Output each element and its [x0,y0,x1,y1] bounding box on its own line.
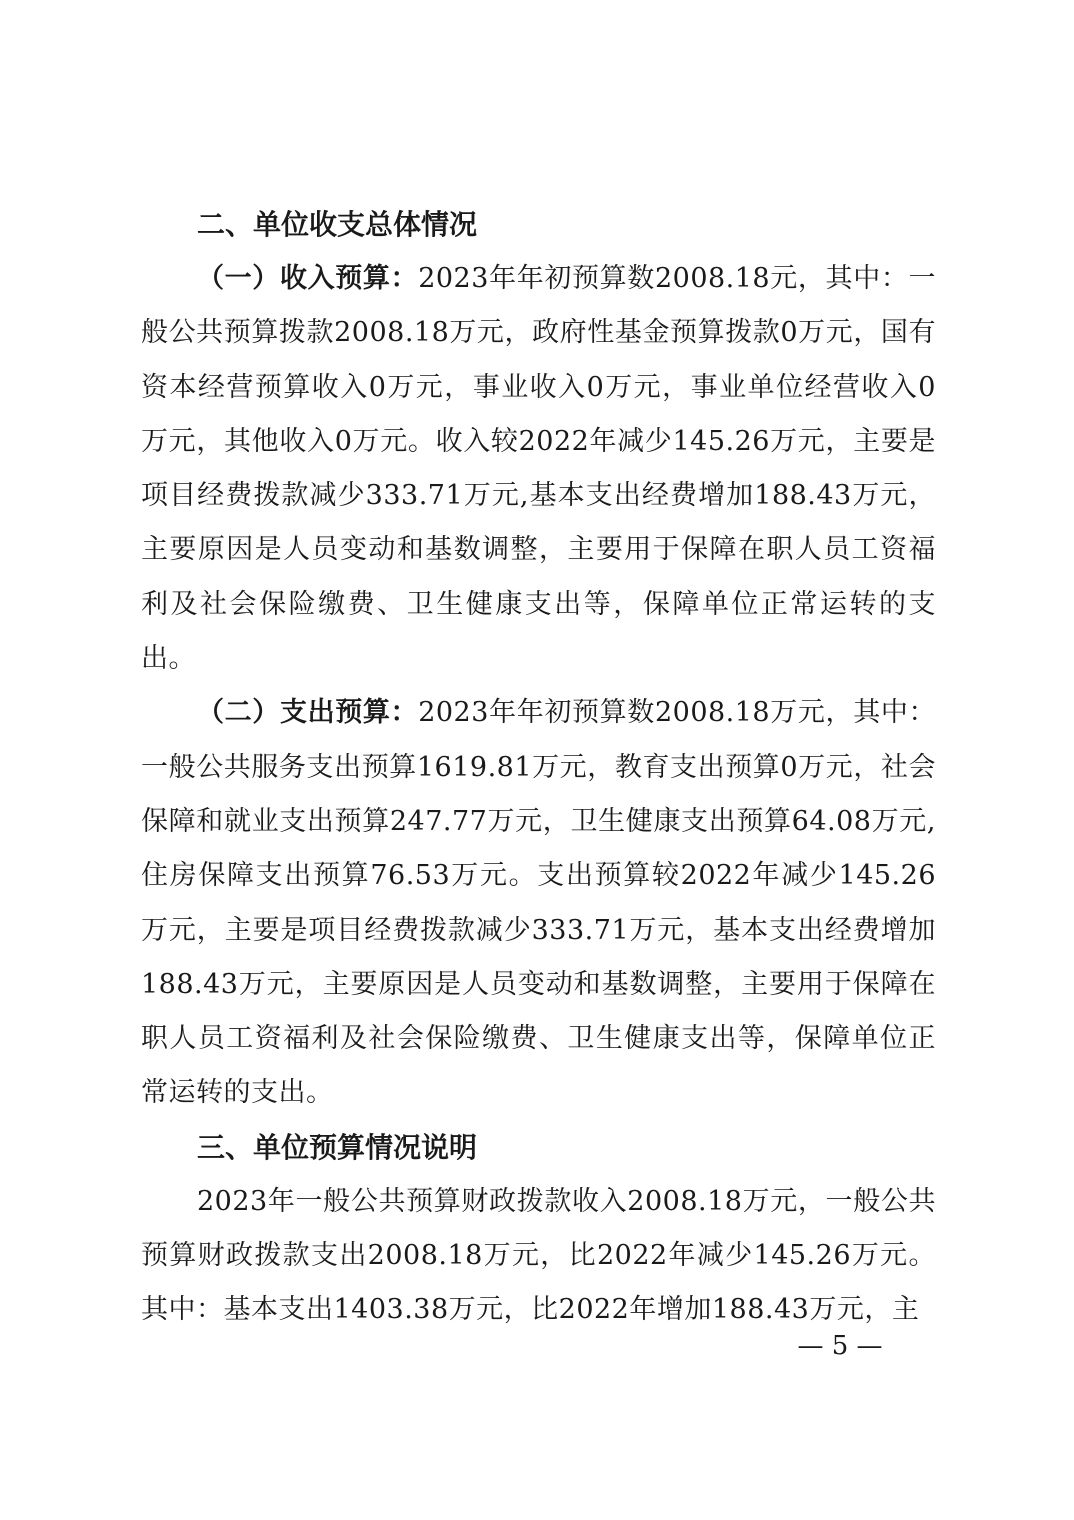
document-body [141,198,936,1338]
paragraph-fiscal-appropriation: 2023年一般公共预算财政拨款收入2008.18万元，一般公共预算财政拨款支出2008.18万元，比2022年减少145.26万元。其中：基本支出1403.38万元，比2022年增加188.43万元，主 [141,1185,936,1326]
section-heading-budget-explanation: 三、单位预算情况说明 [197,1130,478,1164]
paragraph-expense-budget [141,686,936,1120]
paragraph-income-budget [141,252,936,686]
subheading-income-budget: （一）收入预算： [197,263,419,294]
page-number: — 5 — [797,1331,883,1361]
subheading-expense-budget: （二）支出预算： [197,697,419,729]
income-budget-text: 2023年年初预算数2008.18元，其中：一般公共预算拨款2008.18万元，政府性基金预算拨款0万元，国有资本经营预算收入0万元，事业收入0万元，事业单位经营收入0万元，其他收入0万元。收入较2022年减少145.26万元，主要是项目经费拨款减少333.71万元,基本支出经费增加188.43万元，主要原因是人员变动和基数调整，主要用于保障在职人员工资福利及社会保险缴费、卫生健康支出等，保障单位正常运转的支出。 [141,263,937,675]
section-heading-budget-overview: 二、单位收支总体情况 [197,208,478,241]
expense-budget-text: 2023年年初预算数2008.18万元，其中：一般公共服务支出预算1619.81万元，教育支出预算0万元，社会保障和就业支出预算247.77万元，卫生健康支出预算64.08万元,住房保障支出预算76.53万元。支出预算较2022年减少145.26万元，主要是项目经费拨款减少333.71万元，基本支出经费增加188.43万元，主要原因是人员变动和基数调整，主要用于保障在职人员工资福利及社会保险缴费、卫生健康支出等，保障单位正常运转的支出。 [141,697,937,1109]
